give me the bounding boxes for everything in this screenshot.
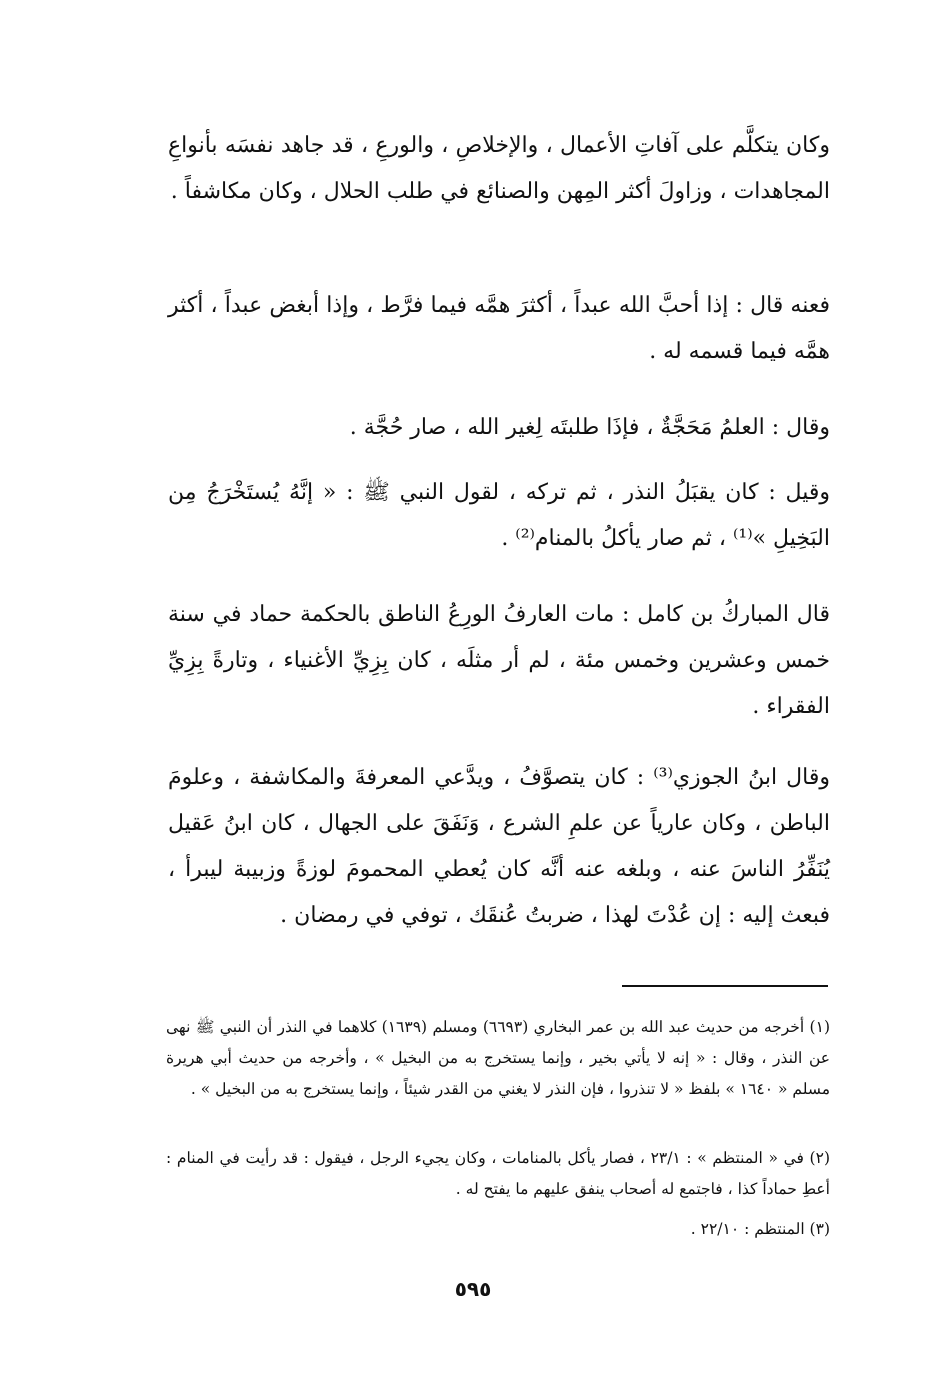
footnote-text: (٢) في « المنتظم » : ٢٣/١ ، فصار يأكل بالمنامات ، وكان يجيء الرجل ، فيقول : قد رأيت في المنام : أعطِ حماداً كذا ، فاجتمع له أصحاب ينفق عليهم ما يفتح له . xyxy=(166,1149,830,1198)
paragraph-2 xyxy=(168,283,830,375)
footnote-3 xyxy=(166,1214,830,1245)
footnote-text: (١) أخرجه من حديث عبد الله بن عمر البخاري (٦٦٩٣) ومسلم (١٦٣٩) كلاهما في النذر أن النبي ﷺ نهى عن النذر ، وقال : « إنه لا يأتي بخير ، وإنما يستخرج به من البخيل » ، وأخرجه من حديث أبي هريرة مسلم « ١٦٤٠ » بلفظ « لا تنذروا ، فإن النذر لا يغني من القدر شيئاً ، وإنما يستخرج به من البخيل » . xyxy=(166,1018,830,1098)
paragraph-text: قال المباركُ بن كامل : مات العارفُ الورِعُ الناطق بالحكمة حماد في سنة خمس وعشرين وخمس مئة ، لم أر مثلَه ، كان بِزِيِّ الأغنياء ، وتارةً بِزِيِّ الفقراء . xyxy=(168,602,830,719)
paragraph-5 xyxy=(168,592,830,730)
paragraph-4 xyxy=(168,470,830,562)
paragraph-text: وقيل : كان يقبَلُ النذر ، ثم تركه ، لقول النبي ﷺ : « إنَّهُ يُستَخْرَجُ مِن البَخِيلِ »⁽¹⁾ ، ثم صار يأكلُ بالمنام⁽²⁾ . xyxy=(168,480,830,551)
footnote-text: (٣) المنتظم : ٢٢/١٠ . xyxy=(690,1220,830,1238)
paragraph-text: وقال : العلمُ مَحَجَّةٌ ، فإذَا طلبتَه لِغير الله ، صار حُجَّة . xyxy=(349,415,830,440)
paragraph-text: وقال ابنُ الجوزي⁽³⁾ : كان يتصوَّفُ ، ويدَّعي المعرفةَ والمكاشفة ، وعلومَ الباطن ، وكان عارياً عن علمِ الشرع ، وَنَفَقَ على الجهال ، كان ابنُ عَقيل يُنَفِّرُ الناسَ عنه ، وبلغه عنه أنَّه كان يُعطي المحمومَ لوزةً وزبيبة ليبرأ ، فبعث إليه : إن عُدْتَ لهذا ، ضربتُ عُنقَك ، توفي في رمضان . xyxy=(168,765,831,928)
paragraph-3 xyxy=(168,405,830,451)
paragraph-text: وكان يتكلَّم على آفاتِ الأعمال ، والإخلاصِ ، والورعِ ، قد جاهد نفسَه بأنواعِ المجاهدات ، وزاولَ أكثر المِهن والصنائع في طلب الحلال ، وكان مكاشفاً . xyxy=(168,133,830,204)
footnote-1 xyxy=(166,1012,830,1105)
paragraph-6 xyxy=(168,755,830,939)
paragraph-1 xyxy=(168,123,830,215)
footnote-divider xyxy=(622,985,828,987)
page-number: ٥٩٥ xyxy=(454,1277,492,1301)
footnote-2 xyxy=(166,1143,830,1205)
paragraph-text: فعنه قال : إذا أحبَّ الله عبداً ، أكثرَ همَّه فيما فرَّط ، وإذا أبغض عبداً ، أكثر همَّه فيما قسمه له . xyxy=(168,293,830,364)
